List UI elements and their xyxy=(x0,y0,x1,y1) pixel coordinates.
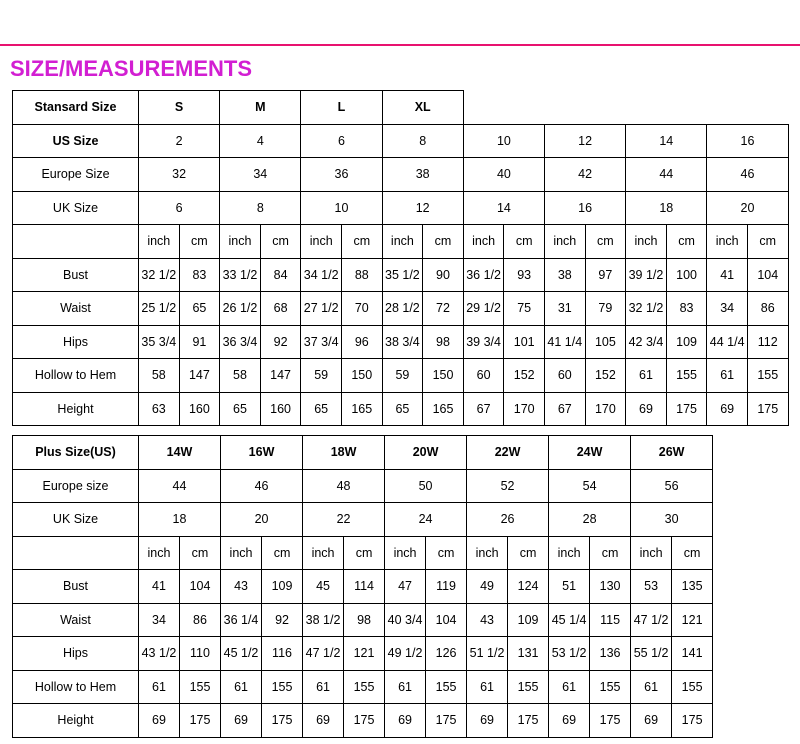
row-header: Height xyxy=(13,704,139,738)
measure-value-cell: 41 xyxy=(139,570,180,604)
unit-header: inch xyxy=(303,536,344,570)
measure-value-cell: 96 xyxy=(341,325,382,359)
measure-value-cell: 65 xyxy=(220,392,261,426)
page-title: SIZE/MEASUREMENTS xyxy=(10,56,253,81)
measure-value-cell: 43 xyxy=(221,570,262,604)
size-value-cell: 44 xyxy=(139,469,221,503)
measure-value-cell: 47 xyxy=(385,570,426,604)
measure-value-cell: 61 xyxy=(626,359,667,393)
plus-size-table xyxy=(12,435,713,738)
unit-header: cm xyxy=(262,536,303,570)
measure-value-cell: 31 xyxy=(544,292,585,326)
table-row xyxy=(13,637,713,671)
unit-header: inch xyxy=(221,536,262,570)
measure-value-cell: 83 xyxy=(666,292,707,326)
measure-value-cell: 98 xyxy=(423,325,464,359)
measure-value-cell: 65 xyxy=(301,392,342,426)
measure-value-cell: 155 xyxy=(747,359,788,393)
size-value-cell: 30 xyxy=(631,503,713,537)
size-value-cell: 14 xyxy=(626,124,707,158)
measure-value-cell: 29 1/2 xyxy=(463,292,504,326)
measure-value-cell: 104 xyxy=(747,258,788,292)
unit-header: inch xyxy=(707,225,748,259)
size-value-cell: 16 xyxy=(544,191,625,225)
group-label-header: Stansard Size xyxy=(13,91,139,125)
row-header: Bust xyxy=(13,258,139,292)
measure-value-cell: 38 1/2 xyxy=(303,603,344,637)
row-header: Height xyxy=(13,392,139,426)
size-value-cell: 38 xyxy=(382,158,463,192)
table-row xyxy=(13,536,713,570)
row-header: Hollow to Hem xyxy=(13,670,139,704)
unit-header: inch xyxy=(631,536,672,570)
measure-value-cell: 165 xyxy=(423,392,464,426)
unit-header: inch xyxy=(467,536,508,570)
measure-value-cell: 47 1/2 xyxy=(631,603,672,637)
measure-value-cell: 51 xyxy=(549,570,590,604)
unit-header: cm xyxy=(504,225,545,259)
unit-row-blank xyxy=(13,536,139,570)
size-value-cell: 14 xyxy=(463,191,544,225)
measure-value-cell: 130 xyxy=(590,570,631,604)
measure-value-cell: 61 xyxy=(631,670,672,704)
measure-value-cell: 121 xyxy=(672,603,713,637)
size-value-cell: 20 xyxy=(221,503,303,537)
unit-header: inch xyxy=(626,225,667,259)
measure-value-cell: 101 xyxy=(504,325,545,359)
table-row xyxy=(13,91,789,125)
size-value-cell: 8 xyxy=(382,124,463,158)
size-value-cell: 46 xyxy=(707,158,788,192)
group-header: L xyxy=(301,91,382,125)
group-header: XL xyxy=(382,91,463,125)
row-header: UK Size xyxy=(13,503,139,537)
measure-value-cell: 86 xyxy=(180,603,221,637)
measure-value-cell: 119 xyxy=(426,570,467,604)
unit-header: inch xyxy=(382,225,423,259)
unit-header: cm xyxy=(590,536,631,570)
measure-value-cell: 69 xyxy=(221,704,262,738)
group-header: 22W xyxy=(467,436,549,470)
measure-value-cell: 100 xyxy=(666,258,707,292)
measure-value-cell: 35 3/4 xyxy=(139,325,180,359)
measure-value-cell: 155 xyxy=(508,670,549,704)
size-value-cell: 24 xyxy=(385,503,467,537)
row-header: US Size xyxy=(13,124,139,158)
measure-value-cell: 69 xyxy=(467,704,508,738)
group-header: M xyxy=(220,91,301,125)
size-value-cell: 26 xyxy=(467,503,549,537)
measure-value-cell: 61 xyxy=(549,670,590,704)
row-header: Europe size xyxy=(13,469,139,503)
measure-value-cell: 155 xyxy=(666,359,707,393)
measure-value-cell: 61 xyxy=(139,670,180,704)
size-value-cell: 56 xyxy=(631,469,713,503)
table-row xyxy=(13,436,713,470)
measure-value-cell: 33 1/2 xyxy=(220,258,261,292)
measure-value-cell: 41 1/4 xyxy=(544,325,585,359)
measure-value-cell: 70 xyxy=(341,292,382,326)
measure-value-cell: 37 3/4 xyxy=(301,325,342,359)
table-row xyxy=(13,570,713,604)
measure-value-cell: 93 xyxy=(504,258,545,292)
table-row xyxy=(13,503,713,537)
measure-value-cell: 175 xyxy=(747,392,788,426)
measure-value-cell: 90 xyxy=(423,258,464,292)
measure-value-cell: 175 xyxy=(672,704,713,738)
top-divider xyxy=(0,44,800,46)
size-value-cell: 34 xyxy=(220,158,301,192)
measure-value-cell: 104 xyxy=(426,603,467,637)
measure-value-cell: 69 xyxy=(385,704,426,738)
measure-value-cell: 27 1/2 xyxy=(301,292,342,326)
measure-value-cell: 65 xyxy=(179,292,220,326)
size-value-cell: 54 xyxy=(549,469,631,503)
measure-value-cell: 67 xyxy=(463,392,504,426)
row-header: UK Size xyxy=(13,191,139,225)
measure-value-cell: 43 1/2 xyxy=(139,637,180,671)
measure-value-cell: 152 xyxy=(504,359,545,393)
table-row xyxy=(13,258,789,292)
measure-value-cell: 34 1/2 xyxy=(301,258,342,292)
measure-value-cell: 53 1/2 xyxy=(549,637,590,671)
measure-value-cell: 136 xyxy=(590,637,631,671)
measure-value-cell: 72 xyxy=(423,292,464,326)
measure-value-cell: 38 3/4 xyxy=(382,325,423,359)
row-header: Waist xyxy=(13,603,139,637)
measure-value-cell: 86 xyxy=(747,292,788,326)
measure-value-cell: 36 3/4 xyxy=(220,325,261,359)
group-header: 24W xyxy=(549,436,631,470)
unit-header: cm xyxy=(180,536,221,570)
unit-header: cm xyxy=(423,225,464,259)
measure-value-cell: 92 xyxy=(262,603,303,637)
unit-header: cm xyxy=(426,536,467,570)
row-header: Europe Size xyxy=(13,158,139,192)
unit-header: inch xyxy=(463,225,504,259)
unit-header: inch xyxy=(385,536,426,570)
size-value-cell: 18 xyxy=(139,503,221,537)
measure-value-cell: 32 1/2 xyxy=(139,258,180,292)
table-row xyxy=(13,603,713,637)
measure-value-cell: 88 xyxy=(341,258,382,292)
measure-value-cell: 34 xyxy=(707,292,748,326)
unit-header: cm xyxy=(341,225,382,259)
measure-value-cell: 114 xyxy=(344,570,385,604)
measure-value-cell: 38 xyxy=(544,258,585,292)
measure-value-cell: 40 3/4 xyxy=(385,603,426,637)
size-value-cell: 12 xyxy=(544,124,625,158)
measure-value-cell: 69 xyxy=(626,392,667,426)
measure-value-cell: 58 xyxy=(220,359,261,393)
measure-value-cell: 109 xyxy=(262,570,303,604)
measure-value-cell: 152 xyxy=(585,359,626,393)
measure-value-cell: 63 xyxy=(139,392,180,426)
measure-value-cell: 170 xyxy=(504,392,545,426)
measure-value-cell: 49 xyxy=(467,570,508,604)
measure-value-cell: 155 xyxy=(344,670,385,704)
measure-value-cell: 175 xyxy=(262,704,303,738)
unit-header: inch xyxy=(139,225,180,259)
measure-value-cell: 160 xyxy=(179,392,220,426)
measure-value-cell: 150 xyxy=(341,359,382,393)
unit-header: inch xyxy=(301,225,342,259)
measure-value-cell: 84 xyxy=(260,258,301,292)
measure-value-cell: 55 1/2 xyxy=(631,637,672,671)
measure-value-cell: 155 xyxy=(590,670,631,704)
measure-value-cell: 61 xyxy=(385,670,426,704)
unit-header: inch xyxy=(549,536,590,570)
measure-value-cell: 69 xyxy=(707,392,748,426)
measure-value-cell: 175 xyxy=(180,704,221,738)
measure-value-cell: 165 xyxy=(341,392,382,426)
unit-header: cm xyxy=(260,225,301,259)
unit-header: cm xyxy=(179,225,220,259)
measure-value-cell: 115 xyxy=(590,603,631,637)
standard-size-table xyxy=(12,90,789,426)
measure-value-cell: 175 xyxy=(590,704,631,738)
group-header: 14W xyxy=(139,436,221,470)
measure-value-cell: 59 xyxy=(301,359,342,393)
measure-value-cell: 28 1/2 xyxy=(382,292,423,326)
measure-value-cell: 35 1/2 xyxy=(382,258,423,292)
measure-value-cell: 42 3/4 xyxy=(626,325,667,359)
measure-value-cell: 131 xyxy=(508,637,549,671)
measure-value-cell: 45 xyxy=(303,570,344,604)
measure-value-cell: 44 1/4 xyxy=(707,325,748,359)
measure-value-cell: 150 xyxy=(423,359,464,393)
size-value-cell: 44 xyxy=(626,158,707,192)
table-row xyxy=(13,359,789,393)
table-row xyxy=(13,670,713,704)
unit-header: inch xyxy=(544,225,585,259)
group-header: 26W xyxy=(631,436,713,470)
measure-value-cell: 104 xyxy=(180,570,221,604)
measure-value-cell: 141 xyxy=(672,637,713,671)
measure-value-cell: 175 xyxy=(426,704,467,738)
size-value-cell: 48 xyxy=(303,469,385,503)
measure-value-cell: 65 xyxy=(382,392,423,426)
measure-value-cell: 98 xyxy=(344,603,385,637)
measure-value-cell: 69 xyxy=(139,704,180,738)
measure-value-cell: 105 xyxy=(585,325,626,359)
measure-value-cell: 126 xyxy=(426,637,467,671)
measure-value-cell: 53 xyxy=(631,570,672,604)
measure-value-cell: 155 xyxy=(262,670,303,704)
measure-value-cell: 61 xyxy=(707,359,748,393)
measure-value-cell: 155 xyxy=(180,670,221,704)
size-value-cell: 16 xyxy=(707,124,788,158)
measure-value-cell: 36 1/4 xyxy=(221,603,262,637)
measure-value-cell: 116 xyxy=(262,637,303,671)
measure-value-cell: 147 xyxy=(260,359,301,393)
measure-value-cell: 61 xyxy=(467,670,508,704)
measure-value-cell: 155 xyxy=(426,670,467,704)
unit-row-blank xyxy=(13,225,139,259)
measure-value-cell: 124 xyxy=(508,570,549,604)
table-row xyxy=(13,469,713,503)
measure-value-cell: 45 1/2 xyxy=(221,637,262,671)
measure-value-cell: 39 1/2 xyxy=(626,258,667,292)
table-row xyxy=(13,158,789,192)
size-value-cell: 28 xyxy=(549,503,631,537)
measure-value-cell: 170 xyxy=(585,392,626,426)
measure-value-cell: 110 xyxy=(180,637,221,671)
measure-value-cell: 135 xyxy=(672,570,713,604)
unit-header: cm xyxy=(585,225,626,259)
size-value-cell: 50 xyxy=(385,469,467,503)
size-value-cell: 6 xyxy=(301,124,382,158)
size-value-cell: 36 xyxy=(301,158,382,192)
measure-value-cell: 60 xyxy=(544,359,585,393)
group-header: 16W xyxy=(221,436,303,470)
table-row xyxy=(13,392,789,426)
measure-value-cell: 58 xyxy=(139,359,180,393)
table-row xyxy=(13,124,789,158)
group-label-header: Plus Size(US) xyxy=(13,436,139,470)
measure-value-cell: 32 1/2 xyxy=(626,292,667,326)
size-value-cell: 40 xyxy=(463,158,544,192)
measure-value-cell: 51 1/2 xyxy=(467,637,508,671)
measure-value-cell: 112 xyxy=(747,325,788,359)
measure-value-cell: 41 xyxy=(707,258,748,292)
measure-value-cell: 25 1/2 xyxy=(139,292,180,326)
unit-header: cm xyxy=(508,536,549,570)
row-header: Hips xyxy=(13,637,139,671)
size-value-cell: 8 xyxy=(220,191,301,225)
unit-header: cm xyxy=(344,536,385,570)
measure-value-cell: 79 xyxy=(585,292,626,326)
measure-value-cell: 121 xyxy=(344,637,385,671)
size-value-cell: 32 xyxy=(139,158,220,192)
measure-value-cell: 69 xyxy=(549,704,590,738)
table-row xyxy=(13,704,713,738)
measure-value-cell: 155 xyxy=(672,670,713,704)
measure-value-cell: 43 xyxy=(467,603,508,637)
measure-value-cell: 147 xyxy=(179,359,220,393)
size-value-cell: 2 xyxy=(139,124,220,158)
size-value-cell: 46 xyxy=(221,469,303,503)
group-header: S xyxy=(139,91,220,125)
measure-value-cell: 91 xyxy=(179,325,220,359)
measure-value-cell: 175 xyxy=(508,704,549,738)
measure-value-cell: 175 xyxy=(344,704,385,738)
measure-value-cell: 36 1/2 xyxy=(463,258,504,292)
measure-value-cell: 69 xyxy=(631,704,672,738)
measure-value-cell: 39 3/4 xyxy=(463,325,504,359)
table-row xyxy=(13,191,789,225)
size-value-cell: 12 xyxy=(382,191,463,225)
measure-value-cell: 160 xyxy=(260,392,301,426)
table-row xyxy=(13,325,789,359)
unit-header: cm xyxy=(666,225,707,259)
measure-value-cell: 92 xyxy=(260,325,301,359)
measure-value-cell: 109 xyxy=(508,603,549,637)
measure-value-cell: 26 1/2 xyxy=(220,292,261,326)
measure-value-cell: 47 1/2 xyxy=(303,637,344,671)
unit-header: cm xyxy=(672,536,713,570)
row-header: Bust xyxy=(13,570,139,604)
table-row xyxy=(13,225,789,259)
size-value-cell: 52 xyxy=(467,469,549,503)
measure-value-cell: 109 xyxy=(666,325,707,359)
size-value-cell: 10 xyxy=(463,124,544,158)
size-value-cell: 42 xyxy=(544,158,625,192)
group-header: 20W xyxy=(385,436,467,470)
unit-header: inch xyxy=(139,536,180,570)
measure-value-cell: 61 xyxy=(303,670,344,704)
measure-value-cell: 83 xyxy=(179,258,220,292)
measure-value-cell: 59 xyxy=(382,359,423,393)
size-value-cell: 4 xyxy=(220,124,301,158)
measure-value-cell: 97 xyxy=(585,258,626,292)
row-header: Hollow to Hem xyxy=(13,359,139,393)
measure-value-cell: 60 xyxy=(463,359,504,393)
measure-value-cell: 68 xyxy=(260,292,301,326)
size-value-cell: 18 xyxy=(626,191,707,225)
measure-value-cell: 67 xyxy=(544,392,585,426)
row-header: Waist xyxy=(13,292,139,326)
size-value-cell: 22 xyxy=(303,503,385,537)
table-row xyxy=(13,292,789,326)
size-value-cell: 20 xyxy=(707,191,788,225)
group-header: 18W xyxy=(303,436,385,470)
row-header: Hips xyxy=(13,325,139,359)
measure-value-cell: 175 xyxy=(666,392,707,426)
measure-value-cell: 34 xyxy=(139,603,180,637)
unit-header: cm xyxy=(747,225,788,259)
measure-value-cell: 61 xyxy=(221,670,262,704)
plus-size-table-wrapper xyxy=(12,435,713,738)
size-value-cell: 6 xyxy=(139,191,220,225)
measure-value-cell: 75 xyxy=(504,292,545,326)
standard-size-table-wrapper xyxy=(12,90,789,426)
size-value-cell: 10 xyxy=(301,191,382,225)
measure-value-cell: 69 xyxy=(303,704,344,738)
unit-header: inch xyxy=(220,225,261,259)
measure-value-cell: 49 1/2 xyxy=(385,637,426,671)
measure-value-cell: 45 1/4 xyxy=(549,603,590,637)
